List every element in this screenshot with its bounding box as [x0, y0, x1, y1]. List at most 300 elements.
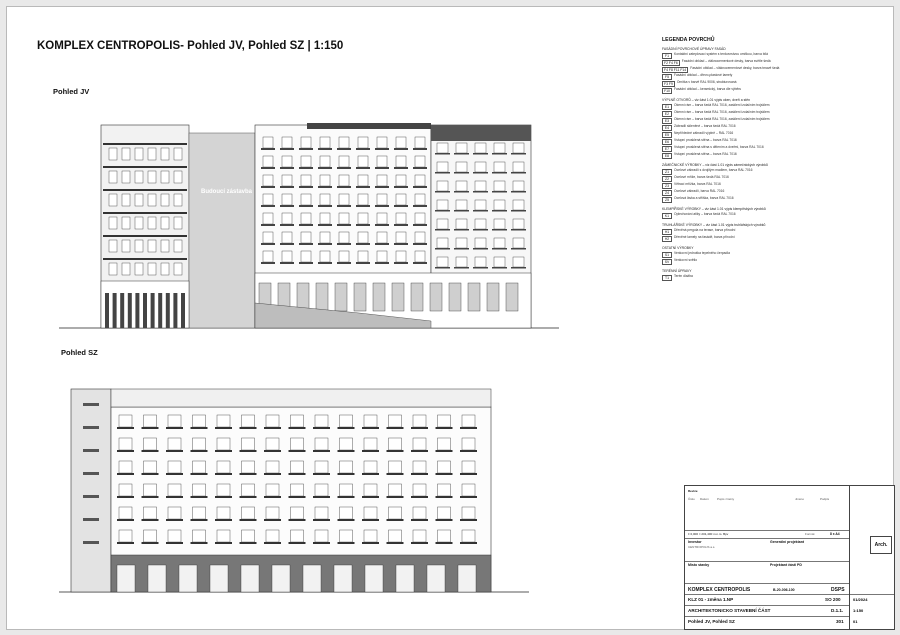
window [315, 507, 328, 519]
window [148, 171, 156, 183]
legend-description: Oplechování atiky – barva šedá RAL 7016 [674, 212, 736, 216]
object-code: SO 200 [825, 597, 841, 602]
window [389, 438, 402, 450]
balcony-rail [356, 186, 370, 188]
elevation-jv [59, 103, 569, 335]
balcony-rail [387, 450, 404, 452]
balcony-rail [411, 496, 428, 498]
window [282, 137, 292, 148]
legend-item [662, 88, 872, 94]
legend-code: T1 [662, 275, 672, 281]
balcony-rail [337, 262, 351, 264]
legend-description: Terén dlažba [674, 274, 693, 278]
balcony-rail [338, 427, 355, 429]
balcony-rail [318, 186, 332, 188]
side-slab [83, 449, 99, 452]
balcony-rail [280, 243, 294, 245]
legend-group-title: FASÁDNÍ POVRCHOVÉ ÚPRAVY FASÁD [662, 47, 726, 51]
legend-code: F2 F4 F6 [664, 61, 678, 65]
balcony-rail [394, 186, 408, 188]
object-name: KLZ 01 - změna 1.NP [688, 597, 734, 602]
balcony-rail [318, 224, 332, 226]
window [174, 240, 182, 252]
balcony-rail [215, 542, 232, 544]
window [315, 484, 328, 496]
balcony-rail [215, 450, 232, 452]
balcony-rail [362, 450, 379, 452]
window [263, 251, 273, 262]
view-label-jv: Pohled JV [53, 87, 90, 96]
balcony-rail [313, 427, 330, 429]
balcony-rail [289, 542, 306, 544]
window [282, 213, 292, 224]
date-value: 01/2024 [853, 597, 868, 602]
window [494, 257, 505, 267]
balcony-rail [264, 542, 281, 544]
balcony-rail [473, 153, 488, 155]
legend-code: E8 [662, 153, 672, 159]
balcony-rail [280, 148, 294, 150]
window [135, 194, 143, 206]
legend-description: Okenní rám – barva šedá RAL 7016, zasklení izolačním trojsklem [674, 117, 770, 121]
window [301, 137, 311, 148]
balcony-rail [375, 243, 389, 245]
balcony-rail [338, 450, 355, 452]
balcony-rail [240, 427, 257, 429]
window [358, 156, 368, 167]
balcony-rail [473, 248, 488, 250]
window [119, 484, 132, 496]
legend-code: E3 [662, 118, 672, 124]
balcony-rail [511, 229, 526, 231]
window [339, 137, 349, 148]
window [358, 251, 368, 262]
balcony-rail [435, 153, 450, 155]
legend-code: Z2 [662, 176, 672, 182]
window [266, 415, 279, 427]
window [413, 461, 426, 473]
view-label-sz: Pohled SZ [61, 348, 98, 357]
balcony-rail [337, 224, 351, 226]
balcony-rail [435, 191, 450, 193]
window [148, 240, 156, 252]
project-name: KOMPLEX CENTROPOLIS [688, 587, 751, 593]
window [161, 148, 169, 160]
window [174, 217, 182, 229]
window [438, 461, 451, 473]
window [339, 156, 349, 167]
window [513, 219, 524, 229]
balcony-rail [492, 248, 507, 250]
window [242, 438, 255, 450]
window [161, 171, 169, 183]
legend-code: F1 [662, 53, 672, 59]
window [119, 415, 132, 427]
part-designer-label: Projektant části PD [770, 563, 802, 567]
format-label: Formát [805, 532, 815, 536]
balcony-rail [289, 519, 306, 521]
side-slab [83, 518, 99, 521]
balcony-rail [191, 542, 208, 544]
window [438, 484, 451, 496]
window [396, 175, 406, 186]
revision-number: 01 [853, 619, 858, 624]
legend-description: Okenní rám – barva šedá RAL 7016, zasklení izolačním trojsklem [674, 103, 770, 107]
legend-description: Ocelové zábradlí s dvojitým madlem, barva RAL 7016 [674, 168, 753, 172]
window [148, 263, 156, 275]
window [144, 530, 157, 542]
legend-code: F10 [662, 88, 672, 94]
window [291, 461, 304, 473]
window [358, 194, 368, 205]
window [122, 263, 130, 275]
legend-description: Vstupní prosklená stěna – barva RAL 7016 [674, 152, 737, 156]
balcony-rail [338, 496, 355, 498]
window [340, 530, 353, 542]
window [320, 156, 330, 167]
balcony-rail [413, 205, 427, 207]
balcony-rail [261, 224, 275, 226]
balcony-rail [362, 473, 379, 475]
facade-lamella [120, 293, 124, 328]
window [475, 238, 486, 248]
window [168, 530, 181, 542]
balcony-rail [356, 262, 370, 264]
balcony-rail [387, 473, 404, 475]
window [456, 200, 467, 210]
window [122, 171, 130, 183]
surface-legend [662, 37, 872, 282]
window [364, 461, 377, 473]
window [413, 507, 426, 519]
legend-description: Venkovní světlo [674, 258, 698, 262]
window [263, 156, 273, 167]
future-building-label: Budoucí zástavba [201, 189, 253, 195]
balcony-rail [436, 473, 453, 475]
balcony-rail [362, 519, 379, 521]
window [389, 484, 402, 496]
balcony-rail [375, 186, 389, 188]
window [217, 530, 230, 542]
balcony-rail [240, 542, 257, 544]
window [193, 415, 206, 427]
balcony-rail [436, 427, 453, 429]
window [396, 137, 406, 148]
balcony-rail [299, 205, 313, 207]
window [135, 240, 143, 252]
window [413, 484, 426, 496]
balcony-rail [313, 496, 330, 498]
window [109, 240, 117, 252]
legend-code: E4 [662, 125, 672, 131]
legend-group-title: KLEMPÍŘSKÉ VÝROBKY – viz část 1.01 výpis klempířských výrobků [662, 207, 766, 211]
balcony-rail [511, 172, 526, 174]
window [438, 415, 451, 427]
balcony-rail [299, 167, 313, 169]
legend-code: Z3 [662, 183, 672, 189]
window [494, 238, 505, 248]
window [340, 461, 353, 473]
window [109, 171, 117, 183]
window [494, 200, 505, 210]
balcony-slab [103, 143, 187, 145]
ground-window [487, 283, 499, 311]
balcony-rail [117, 519, 134, 521]
balcony-rail [166, 542, 183, 544]
legend-item [662, 236, 872, 242]
balcony-rail [337, 205, 351, 207]
window [389, 415, 402, 427]
window [301, 194, 311, 205]
window [437, 143, 448, 153]
window [144, 438, 157, 450]
balcony-rail [261, 205, 275, 207]
legend-code: K1 [662, 213, 672, 219]
ground-window [210, 565, 228, 592]
balcony-rail [299, 186, 313, 188]
window [282, 175, 292, 186]
balcony-rail [240, 496, 257, 498]
window [122, 217, 130, 229]
window [320, 213, 330, 224]
balcony-rail [313, 542, 330, 544]
window [242, 484, 255, 496]
window [377, 232, 387, 243]
window [263, 137, 273, 148]
format-value: 8 x A4 [830, 532, 840, 536]
balcony-rail [454, 172, 469, 174]
balcony-rail [313, 473, 330, 475]
window [513, 181, 524, 191]
balcony-rail [362, 542, 379, 544]
balcony-rail [436, 450, 453, 452]
drawing-name: Pohled JV, Pohled SZ [688, 619, 735, 624]
ground-window [117, 565, 135, 592]
window [301, 175, 311, 186]
title-block [684, 485, 869, 630]
window [475, 219, 486, 229]
balcony-rail [299, 262, 313, 264]
balcony-rail [375, 224, 389, 226]
legend-description: Kontaktní zateplovací systém s tenkovrstvou omítkou, barva bílá [674, 52, 769, 56]
balcony-rail [411, 542, 428, 544]
balcony-rail [356, 167, 370, 169]
balcony-rail [454, 248, 469, 250]
window [193, 484, 206, 496]
balcony-rail [261, 262, 275, 264]
window [494, 181, 505, 191]
legend-item [662, 153, 872, 159]
balcony-rail [264, 519, 281, 521]
window [119, 461, 132, 473]
window [174, 194, 182, 206]
balcony-rail [435, 248, 450, 250]
window [396, 251, 406, 262]
window [456, 238, 467, 248]
balcony-rail [117, 542, 134, 544]
window [413, 530, 426, 542]
legend-description: Vstupní prosklená stěna s dělením a dveřmi, barva RAL 7016 [674, 145, 764, 149]
window [168, 438, 181, 450]
window [389, 530, 402, 542]
ground-window [316, 283, 328, 311]
balcony-rail [280, 205, 294, 207]
legend-item [662, 197, 872, 203]
window [193, 530, 206, 542]
window [475, 257, 486, 267]
balcony-rail [313, 450, 330, 452]
window [217, 415, 230, 427]
drawing-title: KOMPLEX CENTROPOLIS- Pohled JV, Pohled SZ | 1:150 [37, 40, 344, 52]
balcony-rail [313, 519, 330, 521]
legend-code: E5 [662, 132, 672, 138]
window [266, 530, 279, 542]
balcony-slab [103, 258, 187, 260]
side-slab [83, 403, 99, 406]
facade-lamella [128, 293, 132, 328]
window [109, 148, 117, 160]
balcony-rail [261, 148, 275, 150]
window [377, 213, 387, 224]
legend-code: Z1 [662, 169, 672, 175]
balcony-rail [473, 210, 488, 212]
balcony-rail [166, 496, 183, 498]
facade-lamella [113, 293, 117, 328]
balcony-rail [166, 450, 183, 452]
window [462, 484, 475, 496]
window [462, 415, 475, 427]
balcony-rail [299, 148, 313, 150]
window [513, 162, 524, 172]
window [494, 219, 505, 229]
legend-code: H1 [662, 229, 672, 235]
balcony-rail [264, 473, 281, 475]
window [242, 461, 255, 473]
balcony-rail [492, 229, 507, 231]
part-code: D.1.1. [831, 608, 844, 613]
window [161, 263, 169, 275]
window [364, 438, 377, 450]
window [339, 175, 349, 186]
window [144, 484, 157, 496]
window [263, 194, 273, 205]
ground-window [272, 565, 290, 592]
elevation-sz [59, 367, 529, 599]
window [339, 251, 349, 262]
window [217, 507, 230, 519]
window [148, 194, 156, 206]
legend-description: Ocelové zábradlí, barva RAL 7016 [674, 189, 725, 193]
balcony-rail [264, 450, 281, 452]
legend-code: E6 [662, 139, 672, 145]
window [263, 175, 273, 186]
balcony-rail [142, 450, 159, 452]
window [242, 530, 255, 542]
balcony-rail [337, 148, 351, 150]
balcony-rail [454, 229, 469, 231]
window [301, 213, 311, 224]
balcony-rail [492, 191, 507, 193]
legend-description: Fasádní obklad – vláknocementové desky, barva světle šedá [681, 59, 771, 63]
legend-group-title: VÝPLNĚ OTVORŮ – viz část 1.01 výpis oken, dveří a stěn [662, 98, 751, 102]
window [291, 484, 304, 496]
col-cislo: Číslo [688, 497, 695, 501]
balcony-rail [240, 519, 257, 521]
window [462, 530, 475, 542]
window [456, 219, 467, 229]
balcony-rail [264, 496, 281, 498]
window [122, 194, 130, 206]
window [320, 232, 330, 243]
balcony-rail [356, 148, 370, 150]
window [161, 217, 169, 229]
facade-lamella [135, 293, 139, 328]
balcony-rail [318, 167, 332, 169]
balcony-rail [375, 262, 389, 264]
window [340, 438, 353, 450]
balcony-rail [280, 186, 294, 188]
balcony-rail [356, 224, 370, 226]
window [389, 461, 402, 473]
balcony-rail [460, 519, 477, 521]
balcony-rail [337, 167, 351, 169]
window [119, 507, 132, 519]
window [413, 415, 426, 427]
balcony-rail [375, 167, 389, 169]
legend-code: F3 F9 [664, 82, 673, 86]
window [315, 438, 328, 450]
balcony-rail [435, 172, 450, 174]
window [266, 461, 279, 473]
ground-window [303, 565, 321, 592]
balcony-rail [142, 542, 159, 544]
balcony-rail [299, 224, 313, 226]
window [415, 194, 425, 205]
balcony-rail [375, 205, 389, 207]
window [135, 217, 143, 229]
balcony-rail [215, 427, 232, 429]
legend-description: Nepříhledné zábradlí výplně – RAL 7016 [674, 131, 734, 135]
balcony-rail [338, 542, 355, 544]
window [193, 507, 206, 519]
facade-lamella [181, 293, 185, 328]
col-jmeno: Jméno [795, 497, 805, 501]
window [282, 156, 292, 167]
project-stage: DSPS [831, 587, 845, 593]
balcony-rail [413, 186, 427, 188]
window [122, 148, 130, 160]
ground-window [148, 565, 166, 592]
ground-window [373, 283, 385, 311]
part-name: ARCHITEKTONICKO STAVEBNÍ ČÁST [688, 608, 771, 613]
balcony-rail [280, 224, 294, 226]
window [494, 143, 505, 153]
balcony-rail [454, 153, 469, 155]
window [475, 200, 486, 210]
investor-label: Investor [688, 540, 702, 544]
window [339, 213, 349, 224]
window [438, 438, 451, 450]
balcony-rail [117, 496, 134, 498]
window [135, 171, 143, 183]
window [377, 251, 387, 262]
legend-description: Fasádní obklad – vláknocementové desky, barva tmavě šedá [690, 66, 780, 70]
window [315, 461, 328, 473]
window [415, 137, 425, 148]
window [119, 530, 132, 542]
balcony-rail [436, 542, 453, 544]
window [242, 415, 255, 427]
